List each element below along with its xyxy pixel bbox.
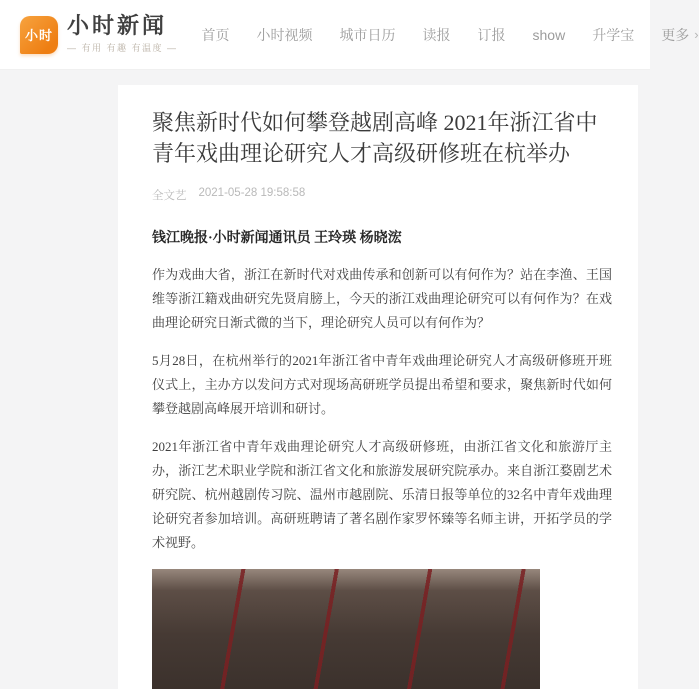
site-header xyxy=(0,0,699,70)
chevron-right-icon: › xyxy=(694,27,699,42)
nav-item-subscribe[interactable]: 订报 xyxy=(477,26,506,43)
logo-badge-icon: 小时 xyxy=(20,16,58,54)
article-title: 聚焦新时代如何攀登越剧高峰 2021年浙江省中青年戏曲理论研究人才高级研修班在杭举办 xyxy=(152,110,598,166)
nav-item-video[interactable]: 小时视频 xyxy=(256,26,313,43)
nav-item-show[interactable]: show xyxy=(532,26,566,43)
article-card xyxy=(118,85,638,689)
site-tagline: — 有用 有趣 有温度 — xyxy=(67,43,178,53)
main-nav xyxy=(202,25,699,45)
nav-item-shengxuebao[interactable]: 升学宝 xyxy=(592,26,635,43)
article-paragraph: 作为戏曲大省，浙江在新时代对戏曲传承和创新可以有何作为？站在李渔、王国维等浙江籍戏曲研究先贤肩膀上，今天的浙江戏曲理论研究可以有何作为？在戏曲理论研究日渐式微的当下，理论研究人员可以有何作为？ xyxy=(152,267,612,330)
nav-item-more[interactable] xyxy=(661,25,698,45)
article-body xyxy=(152,263,612,555)
article-image xyxy=(152,569,540,689)
article-paragraph: 2021年浙江省中青年戏曲理论研究人才高级研修班，由浙江省文化和旅游厅主办，浙江艺术职业学院和浙江省文化和旅游发展研究院承办。来自浙江婺剧艺术研究院、杭州越剧传习院、温州市越剧院、乐清日报等单位的32名中青年戏曲理论研究者参加培训。高研班聘请了著名剧作家罗怀臻等名师主讲，开拓学员的学术视野。 xyxy=(152,439,612,550)
site-title: 小时新闻 xyxy=(67,13,168,38)
article-paragraph: 5月28日，在杭州举行的2021年浙江省中青年戏曲理论研究人才高级研修班开班仪式上，主办方以发问方式对现场高研班学员提出希望和要求，聚焦新时代如何攀登越剧高峰展开培训和研讨。 xyxy=(152,353,612,416)
site-logo[interactable] xyxy=(20,15,178,54)
article-timestamp: 2021-05-28 19:58:58 xyxy=(198,187,306,199)
nav-item-read-paper[interactable]: 读报 xyxy=(422,26,451,43)
article-author: 全文艺 xyxy=(152,190,187,202)
article-byline: 钱江晚报·小时新闻通讯员 王玲瑛 杨晓浤 xyxy=(152,231,402,246)
nav-item-city-calendar[interactable]: 城市日历 xyxy=(339,26,396,43)
nav-item-home[interactable]: 首页 xyxy=(201,26,230,43)
nav-more-label: 更多 xyxy=(661,26,690,43)
logo-text xyxy=(67,15,178,54)
article-meta xyxy=(152,187,612,203)
